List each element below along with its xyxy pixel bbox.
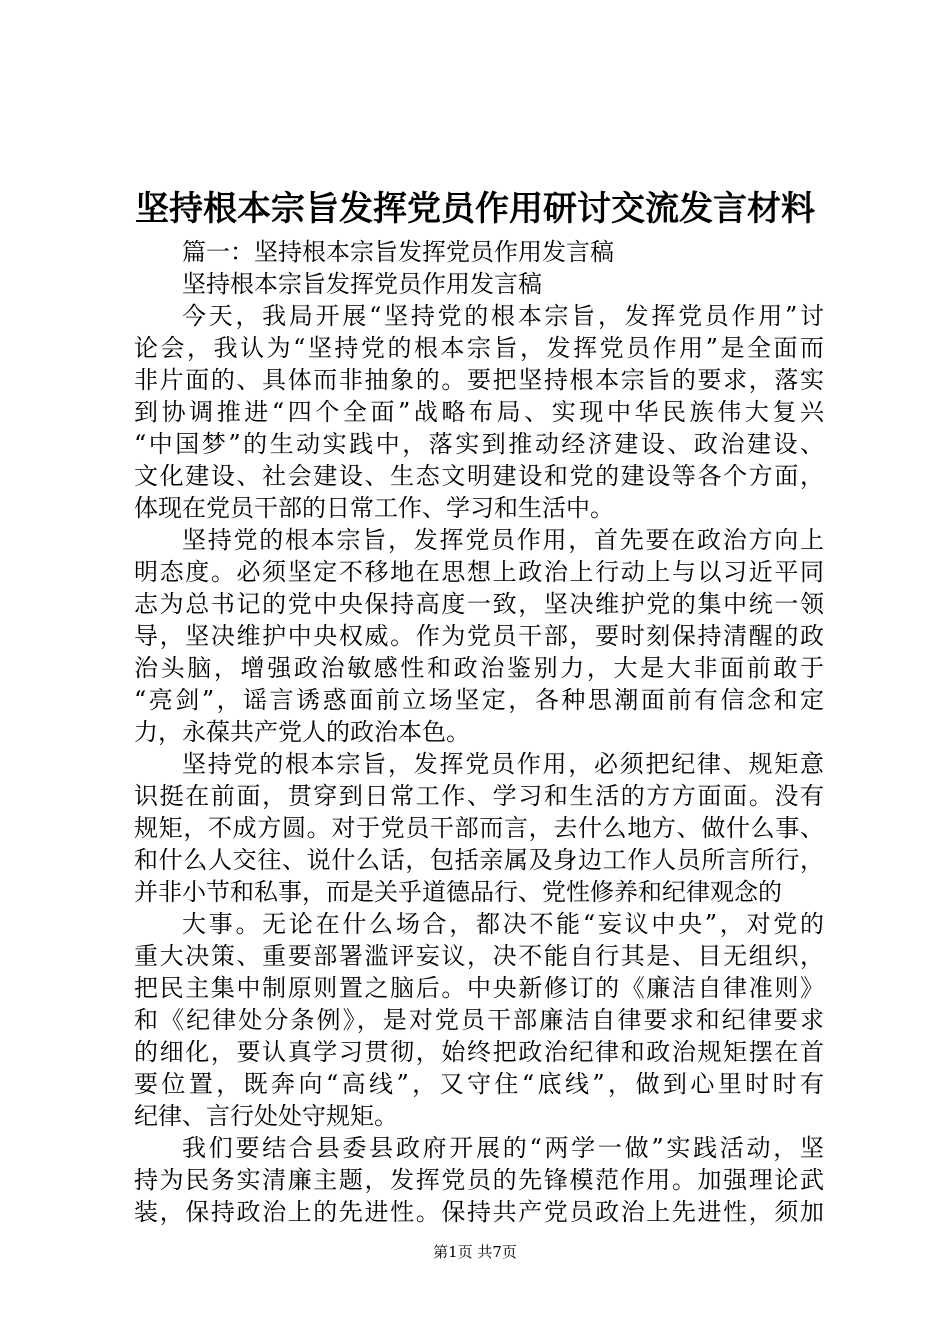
- paragraph-line: 纪律、言行处处守规矩。: [134, 1102, 398, 1130]
- paragraph-line: 导，坚决维护中央权威。作为党员干部，要时刻保持清醒的政: [134, 622, 824, 650]
- paragraph-line: “亮剑”，谣言诱惑面前立场坚定，各种思潮面前有信念和定: [134, 686, 824, 714]
- paragraph-line: 体现在党员干部的日常工作、学习和生活中。: [134, 494, 614, 522]
- paragraph-line: 持为民务实清廉主题，发挥党员的先锋模范作用。加强理论武: [134, 1166, 824, 1194]
- paragraph-line: 今天，我局开展“坚持党的根本宗旨，发挥党员作用”讨: [182, 302, 824, 330]
- heading-line: 坚持根本宗旨发挥党员作用发言稿: [182, 270, 542, 298]
- paragraph-line: 大事。无论在什么场合，都决不能“妄议中央”，对党的: [182, 910, 824, 938]
- paragraph-line: 明态度。必须坚定不移地在思想上政治上行动上与以习近平同: [134, 558, 824, 586]
- paragraph-line: 治头脑，增强政治敏感性和政治鉴别力，大是大非面前敢于: [134, 654, 824, 682]
- paragraph-line: 我们要结合县委县政府开展的“两学一做”实践活动，坚: [182, 1134, 824, 1162]
- paragraph-line: 论会，我认为“坚持党的根本宗旨，发挥党员作用”是全面而: [134, 334, 824, 362]
- paragraph-line: 和什么人交往、说什么话，包括亲属及身边工作人员所言所行，: [134, 846, 824, 874]
- paragraph-line: 的细化，要认真学习贯彻，始终把政治纪律和政治规矩摆在首: [134, 1038, 824, 1066]
- paragraph-line: 坚持党的根本宗旨，发挥党员作用，首先要在政治方向上: [182, 526, 824, 554]
- paragraph-line: 把民主集中制原则置之脑后。中央新修订的《廉洁自律准则》: [134, 974, 824, 1002]
- paragraph-line: 规矩，不成方圆。对于党员干部而言，去什么地方、做什么事、: [134, 814, 824, 842]
- paragraph-line: 力，永葆共产党人的政治本色。: [134, 718, 470, 746]
- subtitle-line: 篇一：坚持根本宗旨发挥党员作用发言稿: [182, 238, 614, 266]
- paragraph-line: 坚持党的根本宗旨，发挥党员作用，必须把纪律、规矩意: [182, 750, 824, 778]
- paragraph-line: 到协调推进“四个全面”战略布局、实现中华民族伟大复兴: [134, 398, 824, 426]
- paragraph-line: 和《纪律处分条例》，是对党员干部廉洁自律要求和纪律要求: [134, 1006, 824, 1034]
- paragraph-line: 识挺在前面，贯穿到日常工作、学习和生活的方方面面。没有: [134, 782, 824, 810]
- paragraph-line: 重大决策、重要部署滥评妄议，决不能自行其是、目无组织，: [134, 942, 824, 970]
- page-footer: 第1页 共7页: [433, 1243, 517, 1261]
- paragraph-line: 装，保持政治上的先进性。保持共产党员政治上先进性，须加: [134, 1198, 824, 1226]
- paragraph-line: 文化建设、社会建设、生态文明建设和党的建设等各个方面，: [134, 462, 824, 490]
- paragraph-line: 要位置，既奔向“高线”，又守住“底线”，做到心里时时有: [134, 1070, 824, 1098]
- paragraph-line: “中国梦”的生动实践中，落实到推动经济建设、政治建设、: [134, 430, 824, 458]
- paragraph-line: 并非小节和私事，而是关乎道德品行、党性修养和纪律观念的: [134, 878, 782, 906]
- paragraph-line: 非片面的、具体而非抽象的。要把坚持根本宗旨的要求，落实: [134, 366, 824, 394]
- document-title: 坚持根本宗旨发挥党员作用研讨交流发言材料: [135, 189, 815, 229]
- paragraph-line: 志为总书记的党中央保持高度一致，坚决维护党的集中统一领: [134, 590, 824, 618]
